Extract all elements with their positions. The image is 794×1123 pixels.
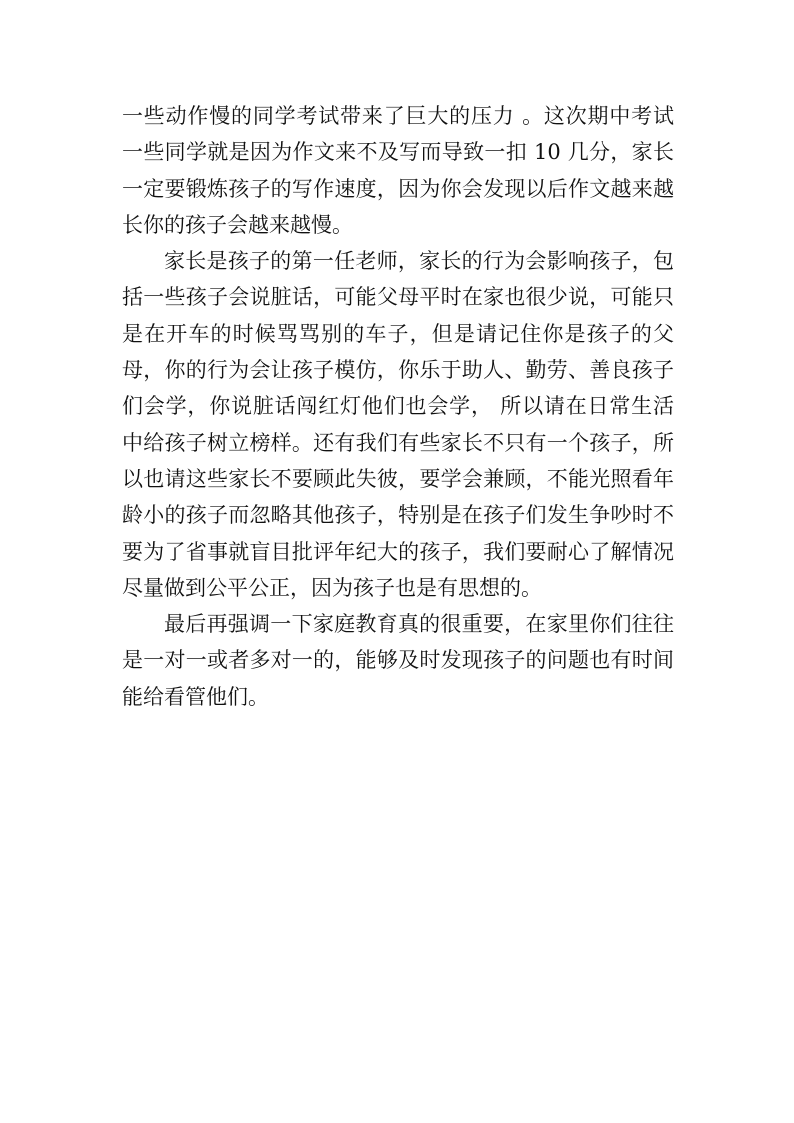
- document-body: [122, 98, 674, 715]
- paragraph-2: 家长是孩子的第一任老师，家长的行为会影响孩子，包括一些孩子会说脏话，可能父母平时在家也很少说，可能只是在开车的时候骂骂别的车子，但是请记住你是孩子的父母，你的行为会让孩子模仿，你乐于助人、勤劳、善良孩子们会学，你说脏话闯红灯他们也会学， 所以请在日常生活中给孩子树立榜样。还有我们有些家长不只有一个孩子，所以也请这些家长不要顾此失彼，要学会兼顾，不能光照看年龄小的孩子而忽略其他孩子，特别是在孩子们发生争吵时不要为了省事就盲目批评年纪大的孩子，我们要耐心了解情况尽量做到公平公正，因为孩子也是有思想的。: [122, 249, 674, 600]
- paragraph-3: 最后再强调一下家庭教育真的很重要，在家里你们往往是一对一或者多对一的，能够及时发现孩子的问题也有时间能给看管他们。: [122, 612, 674, 709]
- paragraph-1: 一些动作慢的同学考试带来了巨大的压力 。这次期中考试一些同学就是因为作文来不及写而导致一扣 10 几分，家长一定要锻炼孩子的写作速度，因为你会发现以后作文越来越长你的孩子会越来越慢。: [122, 104, 674, 237]
